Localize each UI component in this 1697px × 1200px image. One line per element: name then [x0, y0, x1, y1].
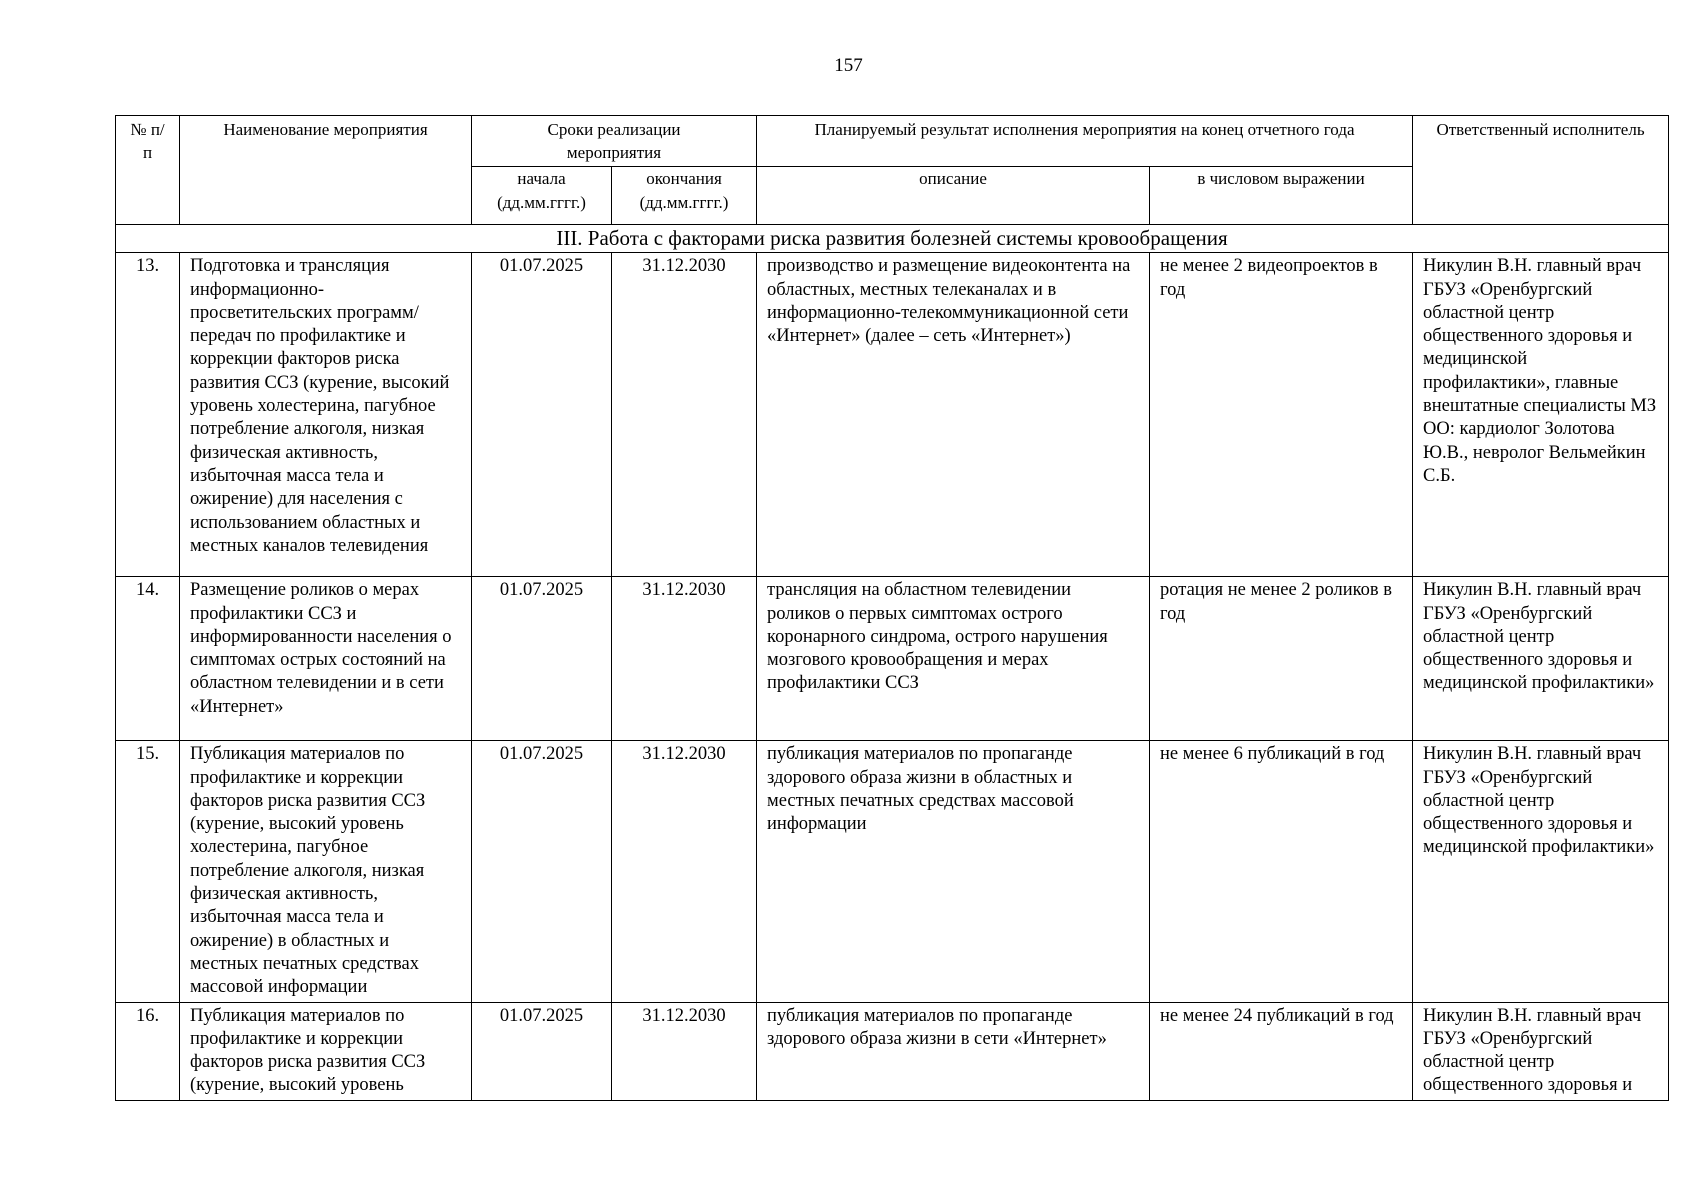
row-name: Публикация материалов по профилактике и коррекции факторов риска развития ССЗ (курение, высокий уровень холестерина, пагубное потребление алкоголя, низкая физическая активность, избыточная масса тела и ожирение) в областных и местных печатных средствах массовой информации [180, 741, 472, 1002]
row-end: 31.12.2030 [612, 1002, 757, 1100]
row-responsible: Никулин В.Н. главный врач ГБУЗ «Оренбургский областной центр общественного здоровья и медицинской профилактики» [1413, 577, 1669, 741]
header-dates: Сроки реализации мероприятия [472, 116, 757, 167]
row-start: 01.07.2025 [472, 577, 612, 741]
row-value: не менее 24 публикаций в год [1150, 1002, 1413, 1100]
row-start: 01.07.2025 [472, 1002, 612, 1100]
section-title: III. Работа с факторами риска развития болезней системы кровообращения [116, 225, 1669, 253]
table-row [116, 253, 1669, 577]
row-responsible: Никулин В.Н. главный врач ГБУЗ «Оренбургский областной центр общественного здоровья и [1413, 1002, 1669, 1100]
row-num: 14. [116, 577, 180, 741]
row-num: 13. [116, 253, 180, 577]
row-value: не менее 2 видеопроектов в год [1150, 253, 1413, 577]
row-end: 31.12.2030 [612, 741, 757, 1002]
header-result: Планируемый результат исполнения мероприятия на конец отчетного года [757, 116, 1413, 167]
row-responsible: Никулин В.Н. главный врач ГБУЗ «Оренбургский областной центр общественного здоровья и медицинской профилактики» [1413, 741, 1669, 1002]
row-start: 01.07.2025 [472, 253, 612, 577]
row-responsible: Никулин В.Н. главный врач ГБУЗ «Оренбургский областной центр общественного здоровья и медицинской профилактики», главные внештатные специалисты МЗ ОО: кардиолог Золотова Ю.В., невролог Вельмейкин С.Б. [1413, 253, 1669, 577]
header-responsible: Ответственный исполнитель [1413, 116, 1669, 225]
row-name: Размещение роликов о мерах профилактики ССЗ и информированности населения о симптомах острых состояний на областном телевидении и в сети «Интернет» [180, 577, 472, 741]
row-description: производство и размещение видеоконтента на областных, местных телеканалах и в информационно-телекоммуникационной сети «Интернет» (далее – сеть «Интернет») [757, 253, 1150, 577]
page-number: 157 [834, 55, 863, 76]
activities-table [115, 115, 1669, 1101]
row-num: 15. [116, 741, 180, 1002]
row-start: 01.07.2025 [472, 741, 612, 1002]
header-name: Наименование мероприятия [180, 116, 472, 225]
row-value: не менее 6 публикаций в год [1150, 741, 1413, 1002]
row-num: 16. [116, 1002, 180, 1100]
section-row [116, 225, 1669, 253]
header-description: описание [757, 167, 1150, 225]
row-name: Подготовка и трансляция информационно-просветительских программ/передач по профилактике и коррекции факторов риска развития ССЗ (курение, высокий уровень холестерина, пагубное потребление алкоголя, низкая физическая активность, избыточная масса тела и ожирение) для населения с использованием областных и местных каналов телевидения [180, 253, 472, 577]
row-description: публикация материалов по пропаганде здорового образа жизни в сети «Интернет» [757, 1002, 1150, 1100]
row-value: ротация не менее 2 роликов в год [1150, 577, 1413, 741]
header-num: № п/п [116, 116, 180, 225]
header-start: начала (дд.мм.гггг.) [472, 167, 612, 225]
header-end: окончания (дд.мм.гггг.) [612, 167, 757, 225]
row-description: трансляция на областном телевидении роликов о первых симптомах острого коронарного синдрома, острого нарушения мозгового кровообращения и мерах профилактики ССЗ [757, 577, 1150, 741]
table-row [116, 577, 1669, 741]
table-row [116, 1002, 1669, 1100]
row-end: 31.12.2030 [612, 577, 757, 741]
row-name: Публикация материалов по профилактике и коррекции факторов риска развития ССЗ (курение, высокий уровень [180, 1002, 472, 1100]
table-row [116, 741, 1669, 1002]
header-value: в числовом выражении [1150, 167, 1413, 225]
row-end: 31.12.2030 [612, 253, 757, 577]
header-row-1 [116, 116, 1669, 167]
row-description: публикация материалов по пропаганде здорового образа жизни в областных и местных печатных средствах массовой информации [757, 741, 1150, 1002]
